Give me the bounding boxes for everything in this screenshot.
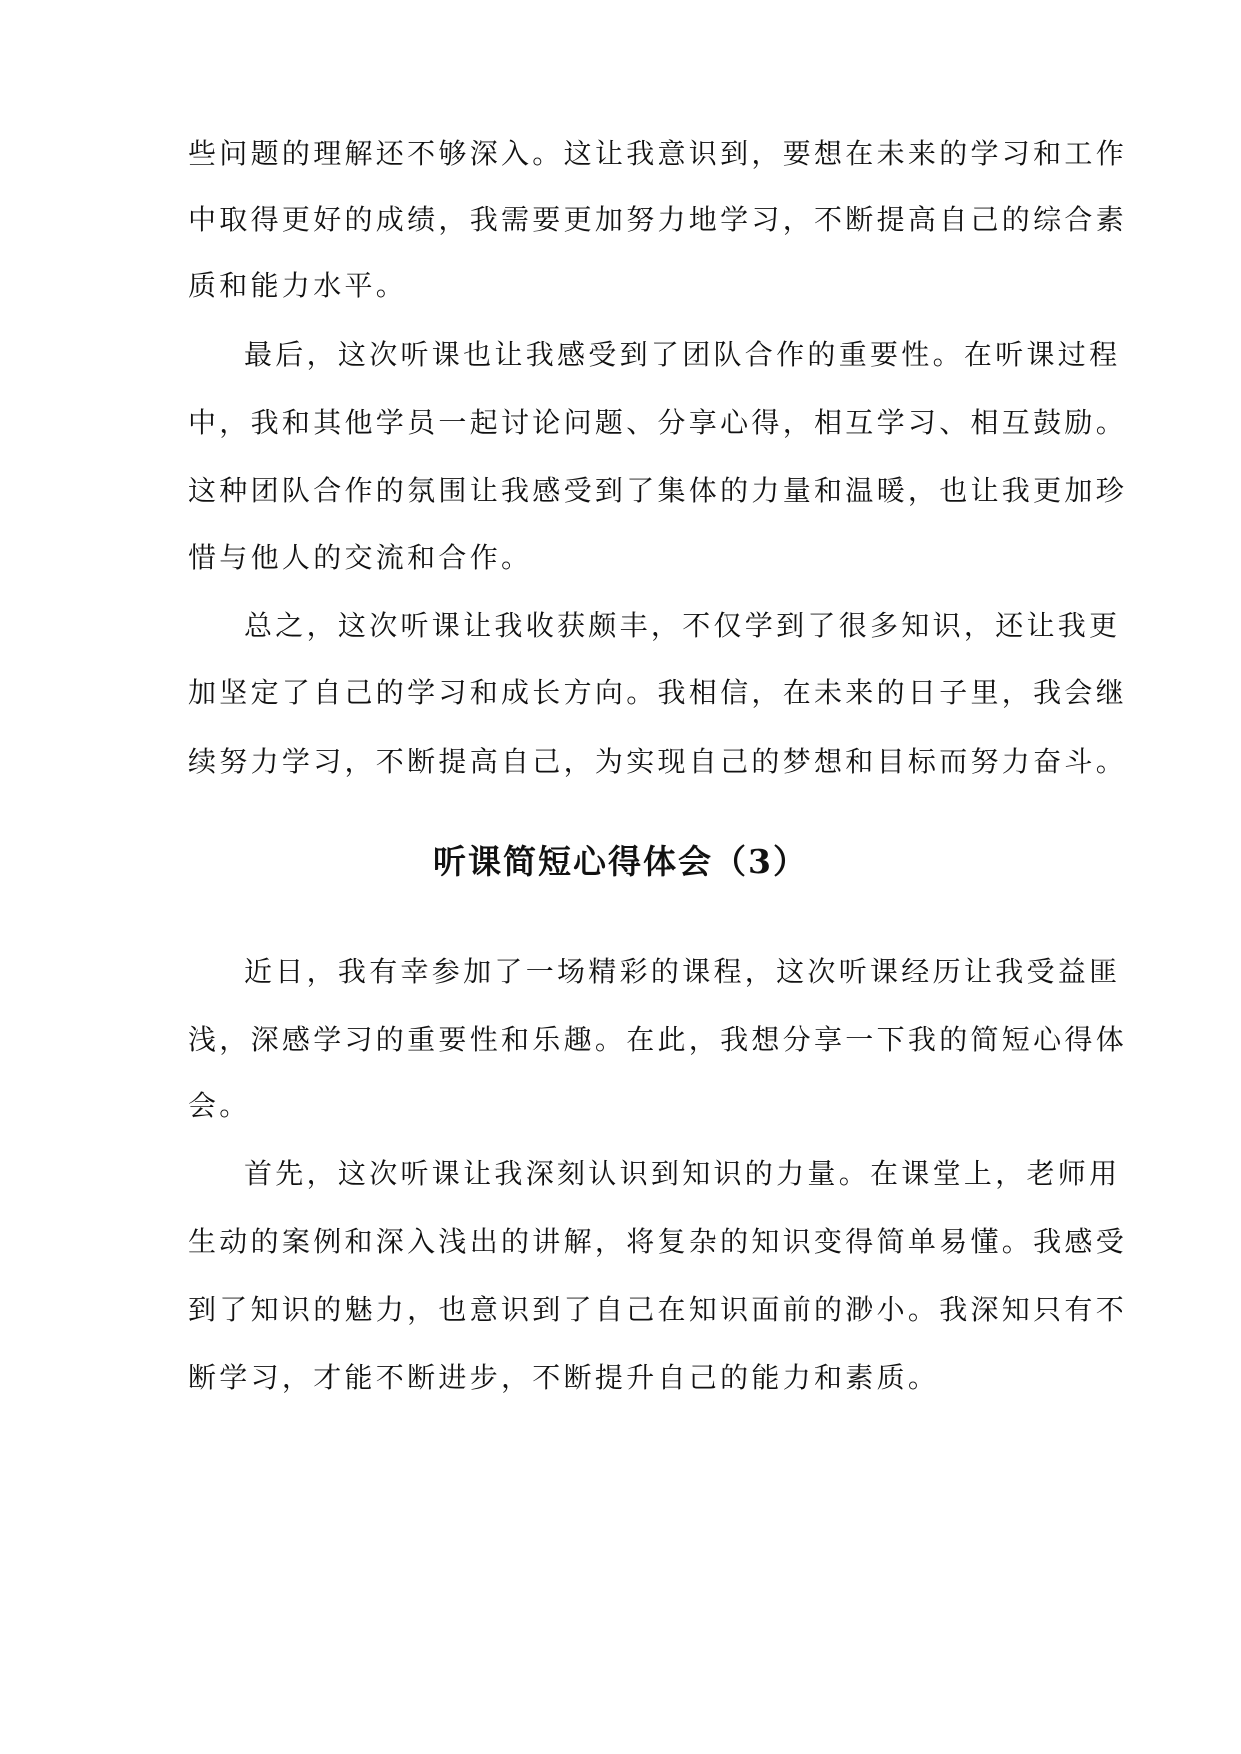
text-line: 些问题的理解还不够深入。这让我意识到，要想在未来的学习和工作 [188, 137, 1128, 170]
text-line: 加坚定了自己的学习和成长方向。我相信，在未来的日子里，我会继 [188, 676, 1128, 709]
text-line: 到了知识的魅力，也意识到了自己在知识面前的渺小。我深知只有不 [188, 1293, 1128, 1326]
text-line: 惜与他人的交流和合作。 [188, 541, 533, 574]
text-line: 首先，这次听课让我深刻认识到知识的力量。在课堂上，老师用 [244, 1157, 1121, 1190]
text-line: 续努力学习，不断提高自己，为实现自己的梦想和目标而努力奋斗。 [188, 745, 1128, 778]
text-line: 总之，这次听课让我收获颇丰，不仅学到了很多知识，还让我更 [244, 609, 1121, 642]
text-line: 质和能力水平。 [188, 269, 408, 302]
text-line: 中取得更好的成绩，我需要更加努力地学习，不断提高自己的综合素 [188, 203, 1128, 236]
section-heading: 听课简短心得体会（3） [433, 842, 808, 881]
text-line: 生动的案例和深入浅出的讲解，将复杂的知识变得简单易懂。我感受 [188, 1225, 1128, 1258]
text-line: 近日，我有幸参加了一场精彩的课程，这次听课经历让我受益匪 [244, 955, 1121, 988]
text-line: 最后，这次听课也让我感受到了团队合作的重要性。在听课过程 [244, 338, 1121, 371]
text-line: 这种团队合作的氛围让我感受到了集体的力量和温暖，也让我更加珍 [188, 474, 1128, 507]
text-line: 浅，深感学习的重要性和乐趣。在此，我想分享一下我的简短心得体 [188, 1023, 1128, 1056]
text-line: 会。 [188, 1089, 251, 1122]
text-line: 断学习，才能不断进步，不断提升自己的能力和素质。 [188, 1361, 940, 1394]
text-line: 中，我和其他学员一起讨论问题、分享心得，相互学习、相互鼓励。 [188, 406, 1128, 439]
